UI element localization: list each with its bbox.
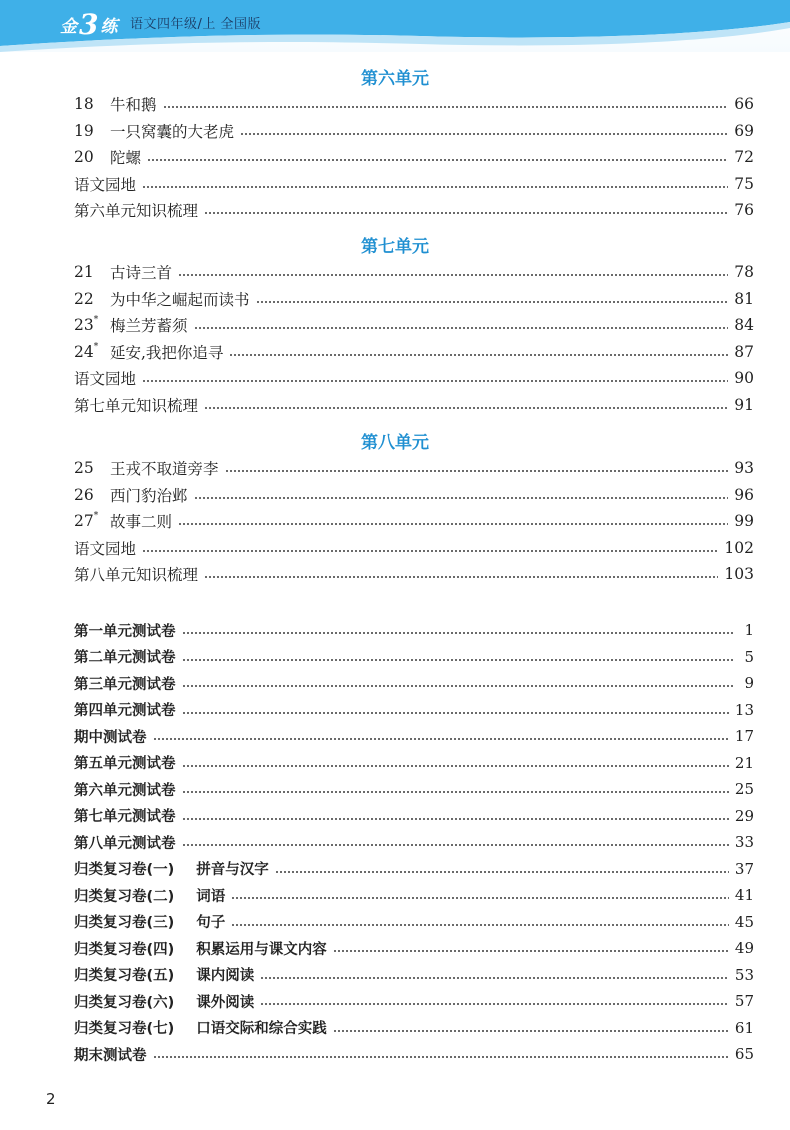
- dot-leader: [182, 818, 729, 820]
- brand-logo-suffix: 练: [100, 17, 118, 37]
- entry-subtitle: 句子: [196, 915, 226, 931]
- page-ref: 90: [734, 369, 754, 388]
- page-ref: 53: [734, 965, 754, 984]
- entry-subtitle: 口语交际和综合实践: [196, 1021, 327, 1037]
- page-ref: 99: [734, 512, 754, 531]
- lesson-number-text: 27: [74, 512, 94, 531]
- lesson-number: [74, 95, 104, 113]
- page-ref: 78: [734, 263, 754, 281]
- entry-title: 归类复习卷(一): [74, 862, 175, 878]
- test-entry: [74, 751, 754, 775]
- dot-leader: [178, 523, 728, 525]
- dot-leader: [240, 133, 728, 135]
- lesson-number-text: 25: [74, 459, 94, 477]
- dot-leader: [182, 632, 735, 634]
- dot-leader: [231, 897, 729, 899]
- entry-title: 归类复习卷(二): [74, 888, 175, 905]
- dot-leader: [225, 470, 729, 472]
- brand-logo-prefix: 金: [60, 17, 77, 37]
- lesson-number: [74, 512, 104, 530]
- test-entry: [74, 857, 754, 881]
- lesson-number: [74, 343, 104, 361]
- toc-entry: [74, 313, 754, 337]
- page-ref: 93: [734, 459, 754, 477]
- toc-entry: [74, 366, 754, 390]
- page-ref: 103: [724, 565, 754, 584]
- page-ref: 81: [734, 289, 754, 308]
- toc-entry: [74, 509, 754, 533]
- dot-leader: [231, 924, 729, 926]
- dot-leader: [182, 659, 735, 661]
- dot-leader: [204, 212, 728, 214]
- dot-leader: [142, 380, 728, 382]
- lesson-number: [74, 263, 104, 281]
- page-ref: 21: [734, 753, 754, 772]
- page-ref: 61: [734, 1018, 754, 1037]
- dot-leader: [142, 186, 728, 188]
- page-header: [0, 0, 790, 52]
- dot-leader: [142, 550, 718, 552]
- unit-heading: 第七单元: [361, 237, 429, 257]
- toc-entry: [74, 536, 754, 560]
- page-ref: 76: [734, 201, 754, 220]
- test-entry: [74, 989, 754, 1013]
- entry-title: 第四单元测试卷: [74, 703, 176, 719]
- lesson-number-text: 23: [74, 316, 94, 335]
- entry-title: 第一单元测试卷: [74, 623, 176, 640]
- lesson-number-text: 21: [74, 263, 94, 281]
- dot-leader: [182, 712, 729, 714]
- lesson-number-text: 24: [74, 342, 94, 361]
- dot-leader: [182, 791, 729, 793]
- entry-subtitle: 课外阅读: [196, 994, 255, 1011]
- optional-lesson-mark: *: [93, 315, 99, 326]
- entry-subtitle: 拼音与汉字: [196, 862, 269, 878]
- entry-title: 期末测试卷: [74, 1047, 147, 1064]
- dot-leader: [194, 327, 729, 329]
- entry-title: 第六单元测试卷: [74, 782, 176, 799]
- test-entry: [74, 777, 754, 801]
- dot-leader: [153, 738, 729, 740]
- dot-leader: [333, 950, 729, 952]
- test-entry: [74, 830, 754, 854]
- entry-title: 第六单元知识梳理: [74, 202, 199, 221]
- lesson-number: [74, 122, 104, 140]
- entry-title: 归类复习卷(五): [74, 968, 175, 984]
- lesson-number: [74, 486, 104, 504]
- entry-title: 第二单元测试卷: [74, 650, 176, 666]
- entry-title: 归类复习卷(七): [74, 1021, 175, 1037]
- entry-subtitle: 词语: [196, 888, 226, 905]
- optional-lesson-mark: *: [93, 341, 99, 352]
- lesson-number-text: 26: [74, 485, 94, 504]
- entry-title: 语文园地: [74, 175, 137, 194]
- dot-leader: [182, 765, 729, 767]
- toc-entry: [74, 340, 754, 364]
- entry-title: 第七单元知识梳理: [74, 397, 199, 415]
- test-entry: [74, 910, 754, 934]
- lesson-number: [74, 148, 104, 166]
- page-ref: 102: [724, 538, 754, 557]
- lesson-number-text: 22: [74, 289, 94, 308]
- test-entry: [74, 671, 754, 695]
- test-entry: [74, 883, 754, 907]
- toc-entry: [74, 145, 754, 169]
- entry-title: 第七单元测试卷: [74, 809, 176, 825]
- brand-logo-number: 3: [79, 8, 99, 41]
- entry-title: 王戎不取道旁李: [110, 460, 219, 478]
- dot-leader: [182, 844, 729, 846]
- page-ref: 84: [734, 316, 754, 335]
- test-entry: [74, 1016, 754, 1040]
- entry-title: 第三单元测试卷: [74, 676, 176, 693]
- test-entry: [74, 724, 754, 748]
- page-ref: 33: [734, 833, 754, 851]
- dot-leader: [275, 871, 729, 873]
- entry-subtitle: 积累运用与课文内容: [196, 941, 327, 958]
- dot-leader: [178, 274, 728, 276]
- entry-title: 归类复习卷(六): [74, 994, 175, 1011]
- toc-entry: [74, 172, 754, 196]
- lesson-number-text: 20: [74, 148, 94, 167]
- toc-entry: [74, 198, 754, 222]
- entry-title: 归类复习卷(四): [74, 941, 175, 958]
- entry-title: 第八单元知识梳理: [74, 566, 199, 585]
- dot-leader: [256, 301, 729, 303]
- entry-subtitle: 课内阅读: [196, 968, 255, 984]
- entry-title: 一只窝囊的大老虎: [110, 122, 235, 141]
- toc-entry: [74, 483, 754, 507]
- test-entry: [74, 804, 754, 828]
- dot-leader: [204, 407, 728, 409]
- page-ref: 5: [744, 647, 754, 666]
- toc-entry: [74, 287, 754, 311]
- entry-title: 期中测试卷: [74, 729, 147, 746]
- page-ref: 66: [734, 95, 754, 113]
- dot-leader: [204, 576, 718, 578]
- test-entry: [74, 963, 754, 987]
- unit-heading: 第八单元: [361, 433, 429, 453]
- toc-entry: [74, 92, 754, 116]
- page-ref: 41: [734, 886, 754, 904]
- toc-entry: [74, 456, 754, 480]
- lesson-number: [74, 290, 104, 308]
- entry-title: 牛和鹅: [110, 96, 157, 114]
- page-ref: 72: [734, 148, 754, 167]
- optional-lesson-mark: *: [93, 511, 99, 522]
- page-ref: 69: [734, 121, 754, 140]
- page-ref: 9: [744, 674, 754, 692]
- entry-title: 第五单元测试卷: [74, 756, 176, 772]
- dot-leader: [260, 977, 729, 979]
- page-ref: 57: [734, 992, 754, 1010]
- page-ref: 17: [734, 727, 754, 745]
- entry-title: 语文园地: [74, 539, 137, 558]
- header-banner: [0, 0, 790, 52]
- entry-title: 西门豹治邺: [110, 486, 188, 505]
- toc-entry: [74, 393, 754, 417]
- entry-title: 语文园地: [74, 370, 137, 389]
- dot-leader: [182, 685, 735, 687]
- dot-leader: [333, 1030, 729, 1032]
- dot-leader: [147, 159, 728, 161]
- lesson-number-text: 18: [74, 95, 94, 113]
- dot-leader: [229, 354, 728, 356]
- unit-heading: 第六单元: [361, 69, 429, 89]
- page-number: 2: [46, 1090, 56, 1108]
- dot-leader: [260, 1003, 729, 1005]
- entry-title: 第八单元测试卷: [74, 835, 176, 852]
- toc-entry: [74, 562, 754, 586]
- page-ref: 37: [734, 859, 754, 878]
- page-ref: 13: [734, 700, 754, 719]
- brand-logo: [60, 6, 117, 40]
- dot-leader: [163, 106, 729, 108]
- page-ref: 25: [734, 780, 754, 798]
- test-entry: [74, 645, 754, 669]
- lesson-number: [74, 316, 104, 334]
- page-ref: 49: [734, 939, 754, 957]
- lesson-number: [74, 459, 104, 477]
- entry-title: 为中华之崛起而读书: [110, 290, 250, 309]
- page-ref: 1: [744, 621, 754, 639]
- toc-entry: [74, 260, 754, 284]
- entry-title: 梅兰芳蓄须: [110, 317, 188, 336]
- dot-leader: [194, 497, 729, 499]
- entry-title: 古诗三首: [110, 264, 173, 282]
- book-title: 语文四年级/上 全国版: [130, 17, 262, 32]
- entry-title: 归类复习卷(三): [74, 915, 175, 931]
- test-entry: [74, 618, 754, 642]
- test-entry: [74, 1042, 754, 1066]
- test-entry: [74, 698, 754, 722]
- page-ref: 75: [734, 174, 754, 193]
- page-ref: 91: [734, 396, 754, 414]
- lesson-number-text: 19: [74, 121, 94, 140]
- entry-title: 故事二则: [110, 513, 173, 532]
- dot-leader: [153, 1056, 729, 1058]
- page-ref: 96: [734, 485, 754, 504]
- page-ref: 87: [734, 342, 754, 361]
- entry-title: 陀螺: [110, 149, 142, 168]
- entry-title: 延安,我把你追寻: [110, 343, 224, 362]
- page-ref: 29: [734, 806, 754, 825]
- toc-entry: [74, 119, 754, 143]
- page-ref: 65: [734, 1045, 754, 1063]
- test-entry: [74, 936, 754, 960]
- page-ref: 45: [734, 912, 754, 931]
